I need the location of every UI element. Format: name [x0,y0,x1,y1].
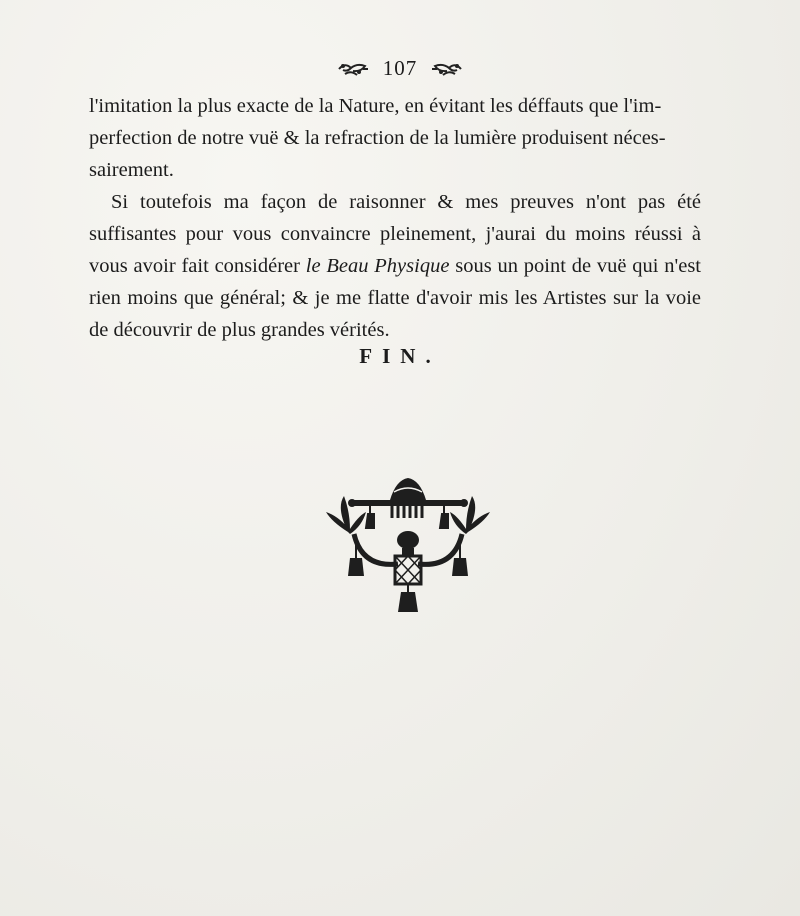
line-2: perfection de notre vuë & la refraction de la lumière produisent néces- [89,127,666,149]
fleuron-right-icon [431,60,463,78]
page-number: 107 [382,56,418,80]
fleuron-left-icon [337,60,369,78]
line-3: sairement. [89,159,174,181]
paragraph-2-end: sous un point de vuë qui n'est rien moins que général; & je me flatte d'avoir mis les Artistes sur la voie de découvrir de plus grandes vérités. [89,255,701,341]
paragraph-continued [89,90,701,186]
paragraph-2 [89,186,701,346]
italic-term: le Beau Physique [305,255,450,277]
line-1: l'imitation la plus exacte de la Nature, en évitant les déffauts que l'im- [89,95,662,117]
page-header [0,56,800,86]
fin-heading: FIN. [359,344,441,368]
paragraph-2-start: Si toutefois ma façon de raisonner & mes preuves n'ont pas été suffisantes pour vous convaincre pleinement, j'aurai du moins réussi à vous avoir fait considérer [89,191,701,277]
vignette-icon [318,472,498,622]
body-text [89,90,701,346]
